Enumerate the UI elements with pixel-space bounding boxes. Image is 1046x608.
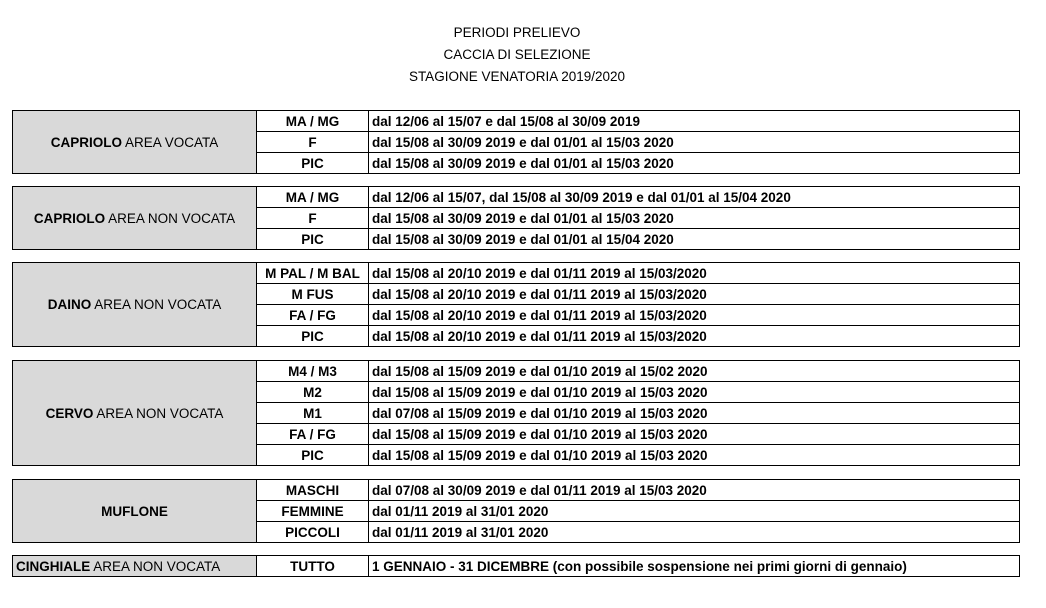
class-cell: M2 — [257, 382, 369, 403]
period-cell: dal 15/08 al 15/09 2019 e dal 01/10 2019 al 15/03 2020 — [369, 424, 1020, 445]
species-cell: CINGHIALE AREA NON VOCATA — [13, 556, 257, 577]
class-cell: M1 — [257, 403, 369, 424]
period-cell: dal 15/08 al 20/10 2019 e dal 01/11 2019 al 15/03/2020 — [369, 305, 1020, 326]
class-cell: PIC — [257, 153, 369, 174]
period-cell: dal 07/08 al 15/09 2019 e dal 01/10 2019 al 15/03 2020 — [369, 403, 1020, 424]
document-title — [0, 22, 1034, 88]
period-cell: dal 15/08 al 30/09 2019 e dal 01/01 al 15/04 2020 — [369, 229, 1020, 250]
period-cell: dal 15/08 al 20/10 2019 e dal 01/11 2019 al 15/03/2020 — [369, 263, 1020, 284]
table-row — [13, 480, 1020, 501]
table-row — [13, 111, 1020, 132]
class-cell: M PAL / M BAL — [257, 263, 369, 284]
species-cell: DAINO AREA NON VOCATA — [13, 263, 257, 347]
table-cinghiale-area-non-vocata — [12, 555, 1020, 577]
period-cell: dal 12/06 al 15/07, dal 15/08 al 30/09 2019 e dal 01/01 al 15/04 2020 — [369, 187, 1020, 208]
period-cell: dal 15/08 al 15/09 2019 e dal 01/10 2019 al 15/02 2020 — [369, 361, 1020, 382]
period-cell: dal 12/06 al 15/07 e dal 15/08 al 30/09 2019 — [369, 111, 1020, 132]
class-cell: F — [257, 208, 369, 229]
class-cell: MA / MG — [257, 111, 369, 132]
title-line-2: CACCIA DI SELEZIONE — [443, 47, 591, 62]
period-cell: dal 15/08 al 30/09 2019 e dal 01/01 al 15/03 2020 — [369, 208, 1020, 229]
table-row — [13, 361, 1020, 382]
class-cell: FA / FG — [257, 305, 369, 326]
period-cell: dal 15/08 al 15/09 2019 e dal 01/10 2019 al 15/03 2020 — [369, 382, 1020, 403]
class-cell: PICCOLI — [257, 522, 369, 543]
species-cell: CAPRIOLO AREA NON VOCATA — [13, 187, 257, 250]
class-cell: M FUS — [257, 284, 369, 305]
table-cervo-area-non-vocata — [12, 360, 1020, 466]
class-cell: MA / MG — [257, 187, 369, 208]
period-cell: dal 15/08 al 30/09 2019 e dal 01/01 al 15/03 2020 — [369, 153, 1020, 174]
period-cell: dal 15/08 al 20/10 2019 e dal 01/11 2019 al 15/03/2020 — [369, 326, 1020, 347]
table-row — [13, 187, 1020, 208]
class-cell: F — [257, 132, 369, 153]
period-cell: dal 15/08 al 15/09 2019 e dal 01/10 2019 al 15/03 2020 — [369, 445, 1020, 466]
class-cell: PIC — [257, 326, 369, 347]
class-cell: PIC — [257, 229, 369, 250]
table-row — [13, 556, 1020, 577]
table-daino-area-non-vocata — [12, 262, 1020, 347]
period-cell: dal 15/08 al 20/10 2019 e dal 01/11 2019 al 15/03/2020 — [369, 284, 1020, 305]
species-cell: MUFLONE — [13, 480, 257, 543]
table-capriolo-area-non-vocata — [12, 186, 1020, 250]
period-cell: dal 01/11 2019 al 31/01 2020 — [369, 501, 1020, 522]
class-cell: FEMMINE — [257, 501, 369, 522]
class-cell: FA / FG — [257, 424, 369, 445]
class-cell: PIC — [257, 445, 369, 466]
class-cell: MASCHI — [257, 480, 369, 501]
species-cell: CERVO AREA NON VOCATA — [13, 361, 257, 466]
table-muflone — [12, 479, 1020, 543]
species-cell: CAPRIOLO AREA VOCATA — [13, 111, 257, 174]
class-cell: TUTTO — [257, 556, 369, 577]
class-cell: M4 / M3 — [257, 361, 369, 382]
table-capriolo-area-vocata — [12, 110, 1020, 174]
period-cell: dal 01/11 2019 al 31/01 2020 — [369, 522, 1020, 543]
period-cell: dal 07/08 al 30/09 2019 e dal 01/11 2019 al 15/03 2020 — [369, 480, 1020, 501]
title-line-3: STAGIONE VENATORIA 2019/2020 — [408, 69, 626, 84]
table-row — [13, 263, 1020, 284]
period-cell: 1 GENNAIO - 31 DICEMBRE (con possibile sospensione nei primi giorni di gennaio) — [369, 556, 1020, 577]
period-cell: dal 15/08 al 30/09 2019 e dal 01/01 al 15/03 2020 — [369, 132, 1020, 153]
title-line-1: PERIODI PRELIEVO — [453, 25, 581, 40]
